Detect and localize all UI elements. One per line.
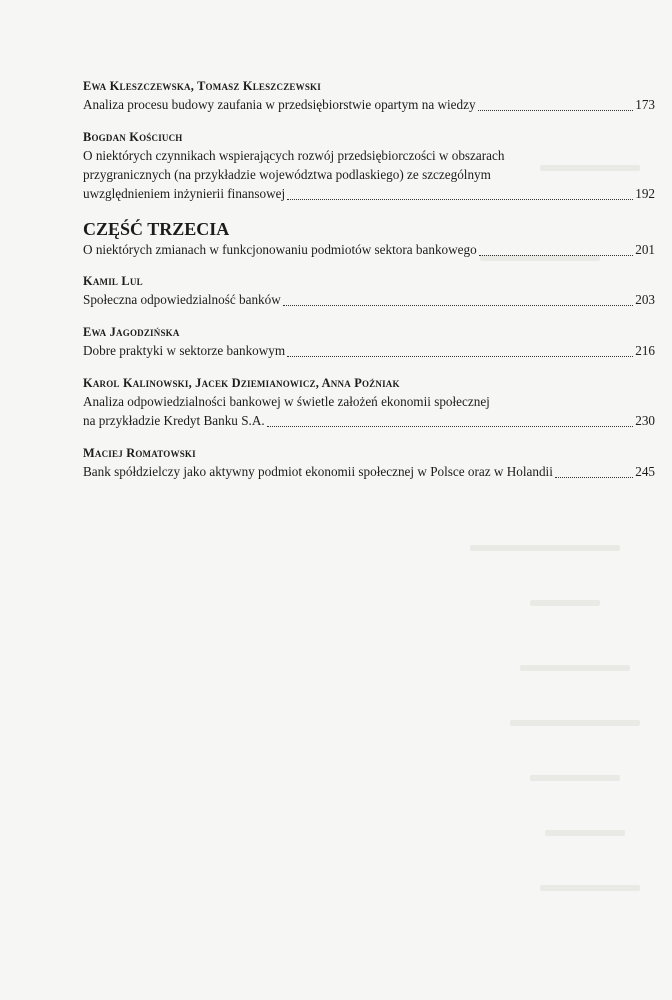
toc-entry	[83, 273, 655, 309]
dot-leader	[479, 254, 634, 256]
entry-title-line: O niektórych czynnikach wspierających rozwój przedsiębiorczości w obszarach	[83, 148, 505, 163]
entry-title-text: uwzględnieniem inżynierii finansowej	[83, 186, 286, 201]
part-title-line	[83, 240, 655, 259]
page-number: 216	[635, 343, 655, 358]
page-number: 230	[635, 413, 655, 428]
toc-entry	[83, 375, 655, 430]
entry-title-line: przygranicznych (na przykładzie województwa podlaskiego) ze szczególnym	[83, 167, 491, 182]
entry-title-text: Bank spółdzielczy jako aktywny podmiot ekonomii społecznej w Polsce oraz w Holandii	[83, 464, 553, 479]
entry-author: Kamil Lul	[83, 274, 143, 288]
page-number: 173	[635, 97, 655, 112]
entry-title-last-line	[83, 462, 655, 481]
entry-author: Bogdan Kościuch	[83, 130, 183, 144]
entry-author: Ewa Kleszczewska, Tomasz Kleszczewski	[83, 79, 321, 93]
entry-title-last-line	[83, 184, 655, 203]
page-number: 192	[635, 186, 655, 201]
table-of-contents	[83, 78, 655, 496]
part-heading: CZĘŚĆ TRZECIA	[83, 219, 230, 239]
entry-title-last-line	[83, 290, 655, 309]
part-section	[83, 218, 655, 259]
entry-author: Karol Kalinowski, Jacek Dziemianowicz, Anna Poźniak	[83, 376, 400, 390]
dot-leader	[283, 304, 633, 306]
toc-entry	[83, 129, 655, 203]
entry-title-last-line	[83, 341, 655, 360]
entry-title-text: Analiza procesu budowy zaufania w przedsiębiorstwie opartym na wiedzy	[83, 97, 476, 112]
dot-leader	[555, 476, 633, 478]
dot-leader	[267, 425, 634, 427]
dot-leader	[287, 198, 633, 200]
dot-leader	[478, 109, 634, 111]
part-title-text: O niektórych zmianach w funkcjonowaniu podmiotów sektora bankowego	[83, 242, 477, 257]
page-number: 245	[635, 464, 655, 479]
entry-author: Maciej Romatowski	[83, 446, 196, 460]
dot-leader	[287, 355, 633, 357]
toc-entry	[83, 78, 655, 114]
entry-title-last-line	[83, 411, 655, 430]
entry-title-last-line	[83, 95, 655, 114]
entry-title-text: Społeczna odpowiedzialność banków	[83, 292, 281, 307]
entry-title-text: na przykładzie Kredyt Banku S.A.	[83, 413, 265, 428]
entry-title-text: Dobre praktyki w sektorze bankowym	[83, 343, 286, 358]
page-number: 203	[635, 292, 655, 307]
page-number: 201	[635, 242, 655, 257]
entry-title-line: Analiza odpowiedzialności bankowej w świetle założeń ekonomii społecznej	[83, 394, 490, 409]
entry-author: Ewa Jagodzińska	[83, 325, 180, 339]
toc-entry	[83, 324, 655, 360]
toc-entry	[83, 445, 655, 481]
